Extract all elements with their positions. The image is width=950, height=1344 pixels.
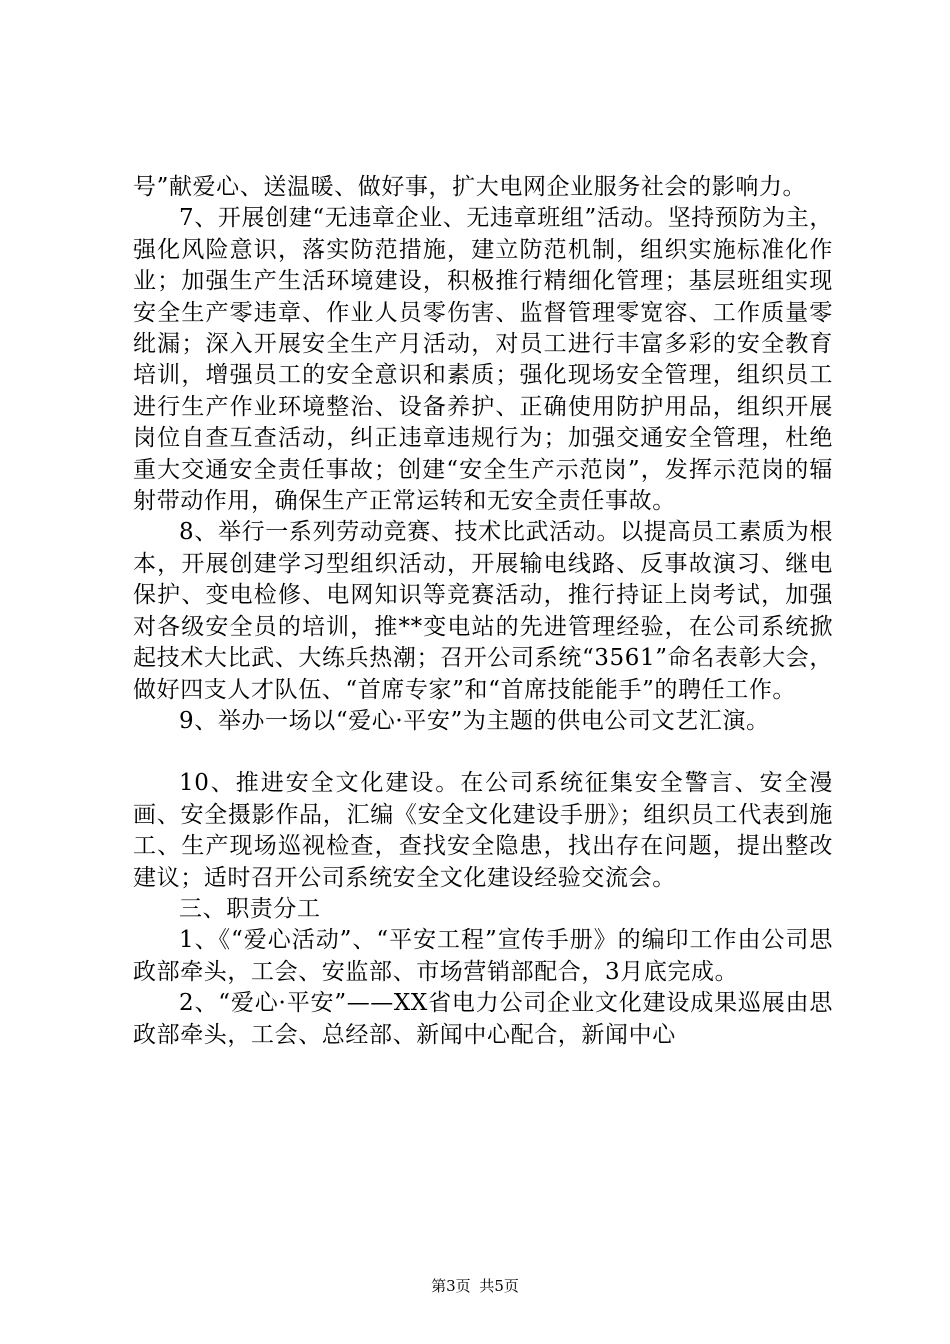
page-total: 共5页	[479, 1277, 519, 1295]
document-body	[133, 172, 833, 1051]
paragraph-duty-2: 2、“爱心·平安”——XX省电力公司企业文化建设成果巡展由思政部牵头，工会、总经部、新闻中心配合，新闻中心	[133, 990, 833, 1048]
page-footer	[0, 1276, 950, 1296]
paragraph-item-8: 8、举行一系列劳动竞赛、技术比武活动。以提高员工素质为根本，开展创建学习型组织活动，开展输电线路、反事故演习、继电保护、变电检修、电网知识等竞赛活动，推行持证上岗考试，加强对各级安全员的培训，推**变电站的先进管理经验，在公司系统掀起技术大比武、大练兵热潮；召开公司系统“3561”命名表彰大会，做好四支人才队伍、“首席专家”和“首席技能能手”的聘任工作。	[133, 519, 833, 703]
paragraph-item-10: 10、推进安全文化建设。在公司系统征集安全警言、安全漫画、安全摄影作品，汇编《安全文化建设手册》；组织员工代表到施工、生产现场巡视检查，查找安全隐患，找出存在问题，提出整改建议；适时召开公司系统安全文化建设经验交流会。	[133, 770, 833, 891]
section-heading-duties: 三、职责分工	[179, 895, 321, 922]
paragraph-duty-1: 1、《“爱心活动”、“平安工程”宣传手册》的编印工作由公司思政部牵头，工会、安监部、市场营销部配合，3月底完成。	[133, 927, 833, 985]
paragraph-continued: 号”献爱心、送温暖、做好事，扩大电网企业服务社会的影响力。	[133, 174, 807, 200]
page-number: 第3页	[431, 1277, 471, 1295]
paragraph-gap	[133, 737, 833, 768]
paragraph-item-9: 9、举办一场以“爱心·平安”为主题的供电公司文艺汇演。	[179, 707, 770, 734]
paragraph-item-7: 7、开展创建“无违章企业、无违章班组”活动。坚持预防为主，强化风险意识，落实防范措施，建立防范机制，组织实施标准化作业；加强生产生活环境建设，积极推行精细化管理；基层班组实现安全生产零违章、作业人员零伤害、监督管理零宽容、工作质量零纰漏；深入开展安全生产月活动，对员工进行丰富多彩的安全教育培训，增强员工的安全意识和素质；强化现场安全管理，组织员工进行生产作业环境整治、设备养护、正确使用防护用品，组织开展岗位自查互查活动，纠正违章违规行为；加强交通安全管理，杜绝重大交通安全责任事故；创建“安全生产示范岗”，发挥示范岗的辐射带动作用，确保生产正常运转和无安全责任事故。	[133, 205, 833, 515]
